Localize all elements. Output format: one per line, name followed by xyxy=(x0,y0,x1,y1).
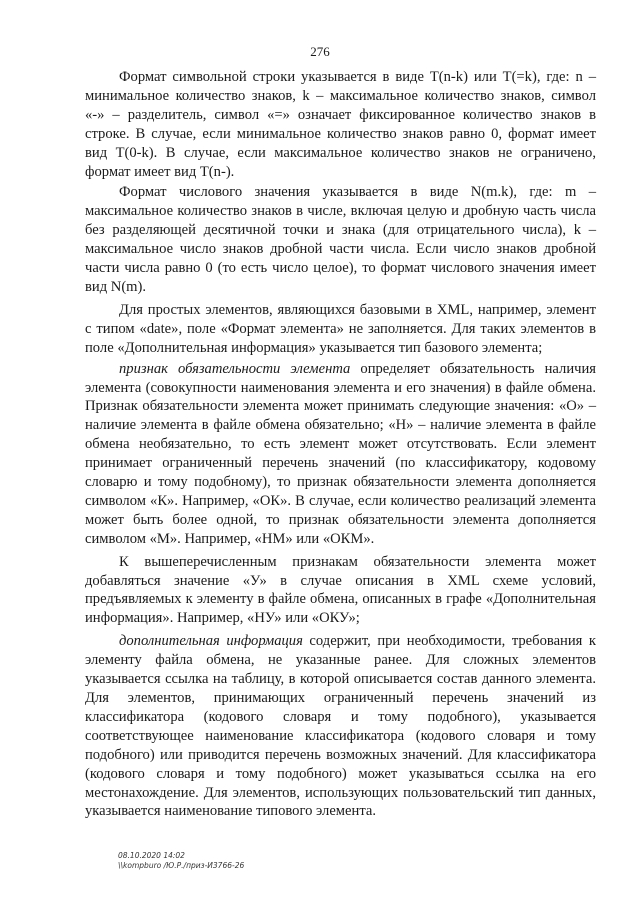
paragraph-text: К вышеперечисленным признакам обязательности элемента может добавляться значение «У» в случае описания в XML схеме условий, предъявляемых к элементу в файле обмена, описанных в графе «Дополнительная информация». Например, «НУ» или «ОКУ»; xyxy=(85,553,596,627)
paragraph xyxy=(85,68,596,181)
paragraph-text: Формат символьной строки указывается в виде T(n-k) или T(=k), где: n – минимальное количество знаков, k – максимальное количество знаков, символ «-» – разделитель, символ «=» означает фиксированное количество знаков в строке. В случае, если минимальное количество знаков равно 0, формат имеет вид T(0-k). В случае, если максимальное количество знаков не ограничено, формат имеет вид T(n-). xyxy=(85,69,596,180)
paragraph-text: Формат числового значения указывается в виде N(m.k), где: m – максимальное количество знаков в числе, включая целую и дробную часть числа без разделяющей десятичной точки и знака (для отрицательного числа), k – максимальное число знаков дробной части числа. Если число знаков дробной части числа равно 0 (то есть число целое), то формат числового значения имеет вид N(m). xyxy=(85,184,596,295)
document-body xyxy=(85,68,596,823)
paragraph-text: определяет обязательность наличия элемента (совокупности наименования элемента и его значения) в файле обмена. Признак обязательности элемента может принимать следующие значения: «О» – наличие элемента в файле обмена обязательно; «Н» – наличие элемента в файле обмена необязательно, то есть элемент может отсутствовать. Если элемент принимает ограниченный перечень значений (по классификатору, кодовому словарю и тому подобному), то признак обязательности элемента дополняется символом «К». Например, «ОК». В случае, если количество реализаций элемента может быть более одной, то признак обязательности элемента дополняется символом «М». Например, «НМ» или «ОКМ». xyxy=(85,360,596,547)
footer-stamp xyxy=(118,851,244,871)
footer-path: \\kompburo /Ю.Р./приз-И3766-26 xyxy=(118,861,245,870)
paragraph xyxy=(85,553,596,629)
paragraph-text: содержит, при необходимости, требования к элементу файла обмена, не указанные ранее. Для сложных элементов указывается ссылка на таблицу, в которой описывается состав данного элемента. Для элементов, принимающих ограниченный перечень значений из классификатора (кодового словаря и тому подобного), указывается соответствующее наименование классификатора (кодового словаря и тому подобного) или приводится перечень возможных значений. Для классификатора (кодового словаря и тому подобного) может указываться ссылка на его местонахождение. Для элементов, использующих пользовательский тип данных, указывается наименование типового элемента. xyxy=(85,633,597,820)
page-number: 276 xyxy=(310,44,330,59)
paragraph xyxy=(85,183,596,296)
paragraph xyxy=(85,301,596,358)
footer-date: 08.10.2020 14:02 xyxy=(118,851,185,860)
paragraph xyxy=(85,360,596,549)
italic-term: признак обязательности элемента xyxy=(119,360,351,377)
paragraph-text: Для простых элементов, являющихся базовыми в XML, например, элемент с типом «date», поле «Формат элемента» не заполняется. Для таких элементов в поле «Дополнительная информация» указывается тип базового элемента; xyxy=(85,301,596,356)
paragraph xyxy=(85,632,596,821)
italic-term: дополнительная информация xyxy=(119,633,303,650)
